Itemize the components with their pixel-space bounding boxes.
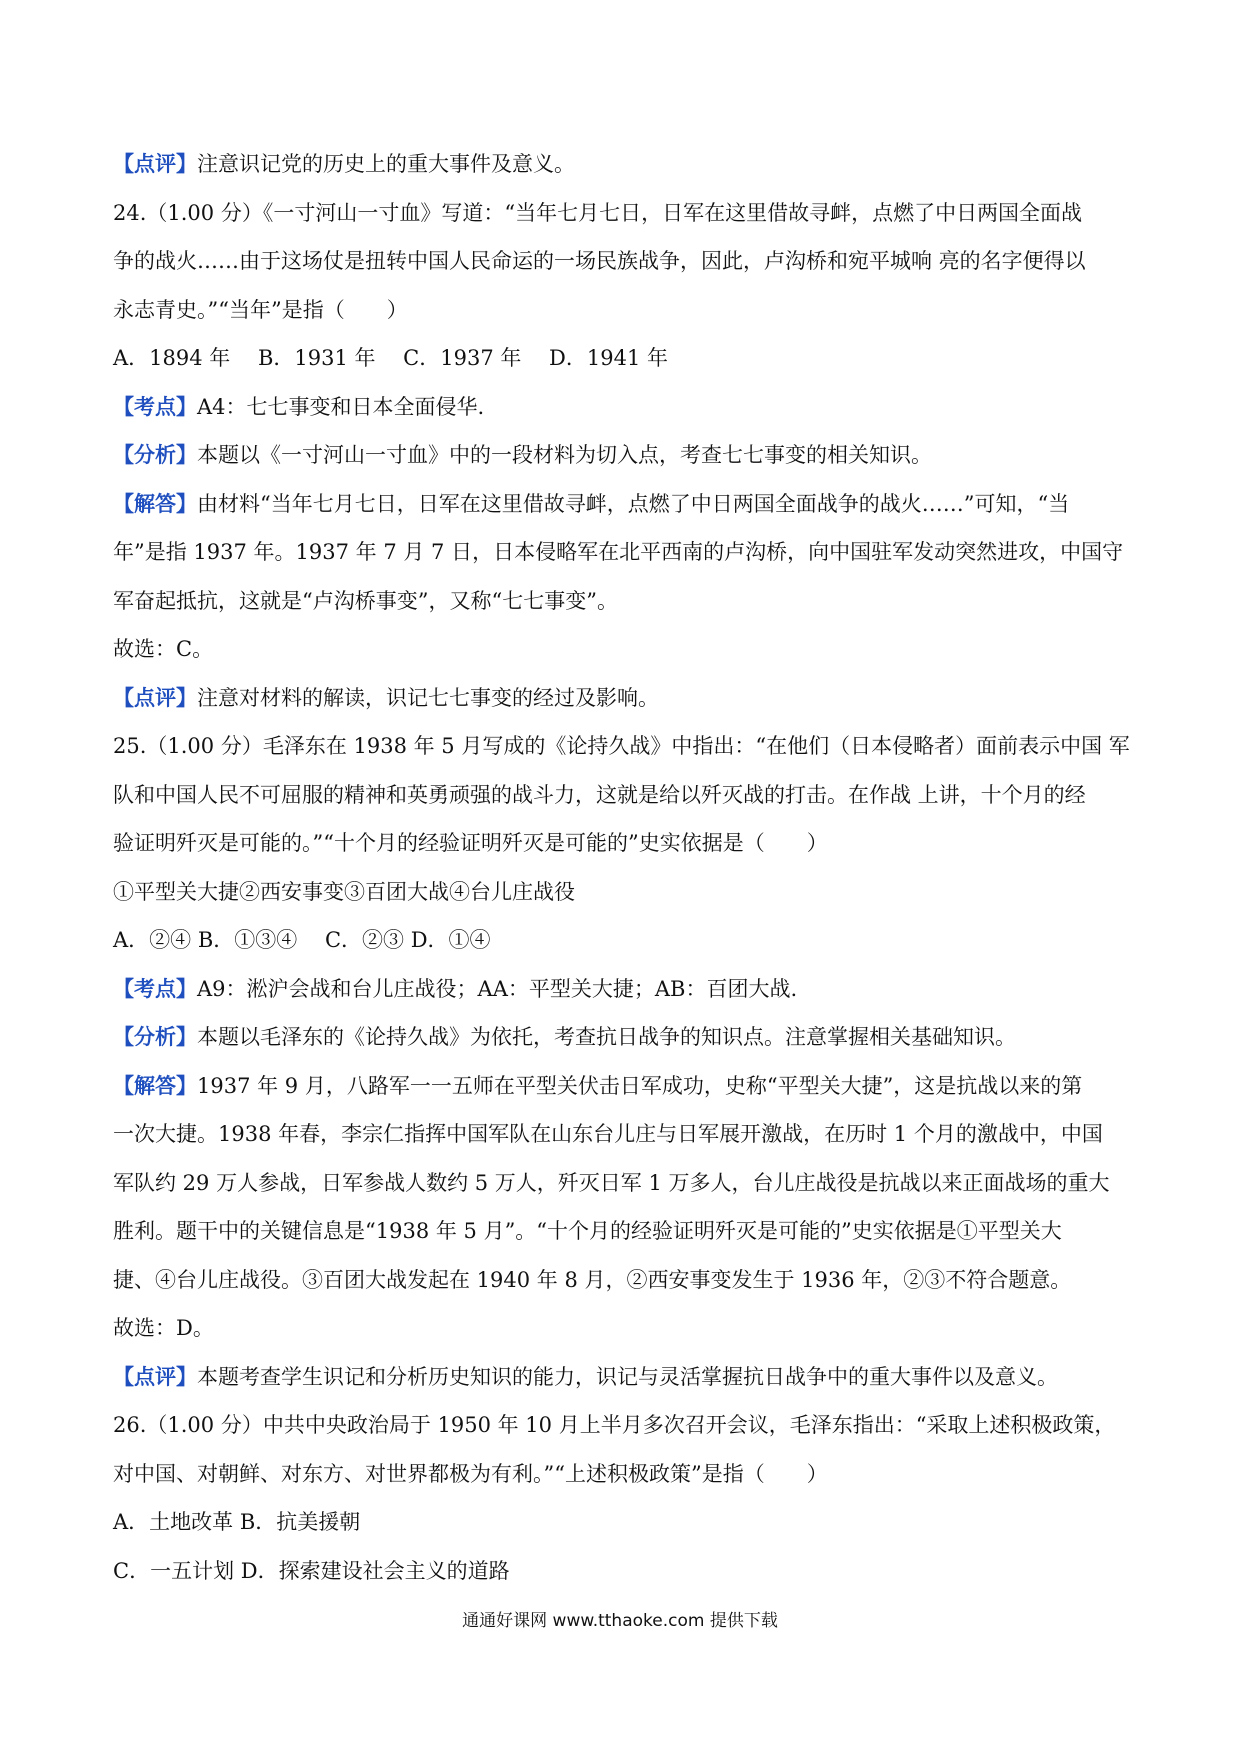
section-tag: 【点评】 (113, 151, 197, 176)
line-text: 一次大捷。1938 年春，李宗仁指挥中国军队在山东台儿庄与日军展开激战，在历时 1 个月的激战中，中国 (113, 1122, 1103, 1146)
text-line (113, 480, 1133, 529)
text-line (113, 577, 1133, 626)
section-tag: 【解答】 (113, 1072, 197, 1098)
line-text: A．②④ B．①③④ C．②③ D．①④ (113, 928, 491, 952)
line-text: 对中国、对朝鲜、对东方、对世界都极为有利。”“上述积极政策”是指（ ） (113, 1461, 828, 1486)
line-text: 24.（1.00 分）《一寸河山一寸血》写道：“当年七月七日，日军在这里借故寻衅，点燃了中日两国全面战 (113, 200, 1083, 225)
text-line (113, 916, 1133, 965)
text-line (113, 965, 1133, 1014)
text-line (113, 1401, 1133, 1450)
line-text: 1937 年 9 月，八路军一一五师在平型关伏击日军成功，史称“平型关大捷”，这是抗战以来的第 (197, 1073, 1083, 1098)
line-text: C．一五计划 D．探索建设社会主义的道路 (113, 1558, 510, 1583)
text-line (113, 383, 1133, 432)
document-body (113, 140, 1133, 1595)
line-text: 胜利。题干中的关键信息是“1938 年 5 月”。“十个月的经验证明歼灭是可能的”史实依据是①平型关大 (113, 1219, 1062, 1243)
page-footer: 通通好课网 www.tthaoke.com 提供下载 (462, 1611, 778, 1631)
line-text: A9：淞沪会战和台儿庄战役；AA：平型关大捷；AB：百团大战. (197, 976, 798, 1001)
line-text: 由材料“当年七月七日，日军在这里借故寻衅，点燃了中日两国全面战争的战火……”可知，“当 (197, 491, 1070, 516)
section-tag: 【分析】 (113, 442, 197, 467)
text-line (113, 1498, 1133, 1547)
text-line (113, 868, 1133, 917)
line-text: A．1894 年 B．1931 年 C．1937 年 D．1941 年 (113, 346, 669, 370)
line-text: 年”是指 1937 年。1937 年 7 月 7 日，日本侵略军在北平西南的卢沟桥，向中国驻军发动突然进攻，中国守 (113, 540, 1124, 564)
text-line (113, 1013, 1133, 1062)
text-line (113, 1353, 1133, 1402)
line-text: A．土地改革 B．抗美援朝 (113, 1510, 361, 1534)
line-text: 争的战火……由于这场仗是扭转中国人民命运的一场民族战争，因此，卢沟桥和宛平城响 亮的名字便得以 (113, 249, 1086, 273)
line-text: 本题以毛泽东的《论持久战》为依托，考查抗日战争的知识点。注意掌握相关基础知识。 (197, 1025, 1016, 1049)
line-text: 军队约 29 万人参战，日军参战人数约 5 万人，歼灭日军 1 万多人，台儿庄战役是抗战以来正面战场的重大 (113, 1170, 1110, 1195)
line-text: 本题考查学生识记和分析历史知识的能力，识记与灵活掌握抗日战争中的重大事件以及意义。 (197, 1364, 1058, 1389)
section-tag: 【点评】 (113, 684, 197, 710)
text-line (113, 1159, 1133, 1208)
text-line (113, 1450, 1133, 1499)
section-tag: 【解答】 (113, 490, 197, 516)
line-text: 故选：C。 (113, 637, 214, 661)
text-line (113, 334, 1133, 383)
line-text: ①平型关大捷②西安事变③百团大战④台儿庄战役 (113, 879, 575, 904)
line-text: 军奋起抵抗，这就是“卢沟桥事变”，又称“七七事变”。 (113, 588, 618, 613)
line-text: 注意对材料的解读，识记七七事变的经过及影响。 (197, 685, 659, 710)
text-line (113, 819, 1133, 868)
text-line (113, 1256, 1133, 1305)
text-line (113, 1547, 1133, 1596)
text-line (113, 1304, 1133, 1353)
text-line (113, 1110, 1133, 1159)
text-line (113, 528, 1133, 577)
line-text: 验证明歼灭是可能的。”“十个月的经验证明歼灭是可能的”史实依据是（ ） (113, 831, 828, 855)
text-line (113, 722, 1133, 771)
line-text: 25.（1.00 分）毛泽东在 1938 年 5 月写成的《论持久战》中指出：“在他们（日本侵略者）面前表示中国 军 (113, 734, 1130, 758)
text-line (113, 189, 1133, 238)
section-tag: 【分析】 (113, 1024, 197, 1049)
text-line (113, 237, 1133, 286)
line-text: 26.（1.00 分）中共中央政治局于 1950 年 10 月上半月多次召开会议，毛泽东指出：“采取上述积极政策， (113, 1413, 1116, 1437)
text-line (113, 286, 1133, 335)
line-text: 本题以《一寸河山一寸血》中的一段材料为切入点，考查七七事变的相关知识。 (197, 443, 932, 467)
line-text: 捷、④台儿庄战役。③百团大战发起在 1940 年 8 月，②西安事变发生于 1936 年，②③不符合题意。 (113, 1267, 1072, 1292)
text-line (113, 771, 1133, 820)
text-line (113, 1062, 1133, 1111)
text-line (113, 674, 1133, 723)
section-tag: 【考点】 (113, 393, 197, 419)
line-text: A4：七七事变和日本全面侵华. (197, 394, 485, 419)
text-line (113, 625, 1133, 674)
line-text: 永志青史。”“当年”是指（ ） (113, 297, 408, 322)
line-text: 注意识记党的历史上的重大事件及意义。 (197, 152, 575, 176)
section-tag: 【考点】 (113, 975, 197, 1001)
text-line (113, 1207, 1133, 1256)
text-line (113, 140, 1133, 189)
text-line (113, 431, 1133, 480)
line-text: 故选：D。 (113, 1316, 214, 1340)
line-text: 队和中国人民不可屈服的精神和英勇顽强的战斗力，这就是给以歼灭战的打击。在作战 上讲，十个月的经 (113, 782, 1086, 807)
section-tag: 【点评】 (113, 1363, 197, 1389)
